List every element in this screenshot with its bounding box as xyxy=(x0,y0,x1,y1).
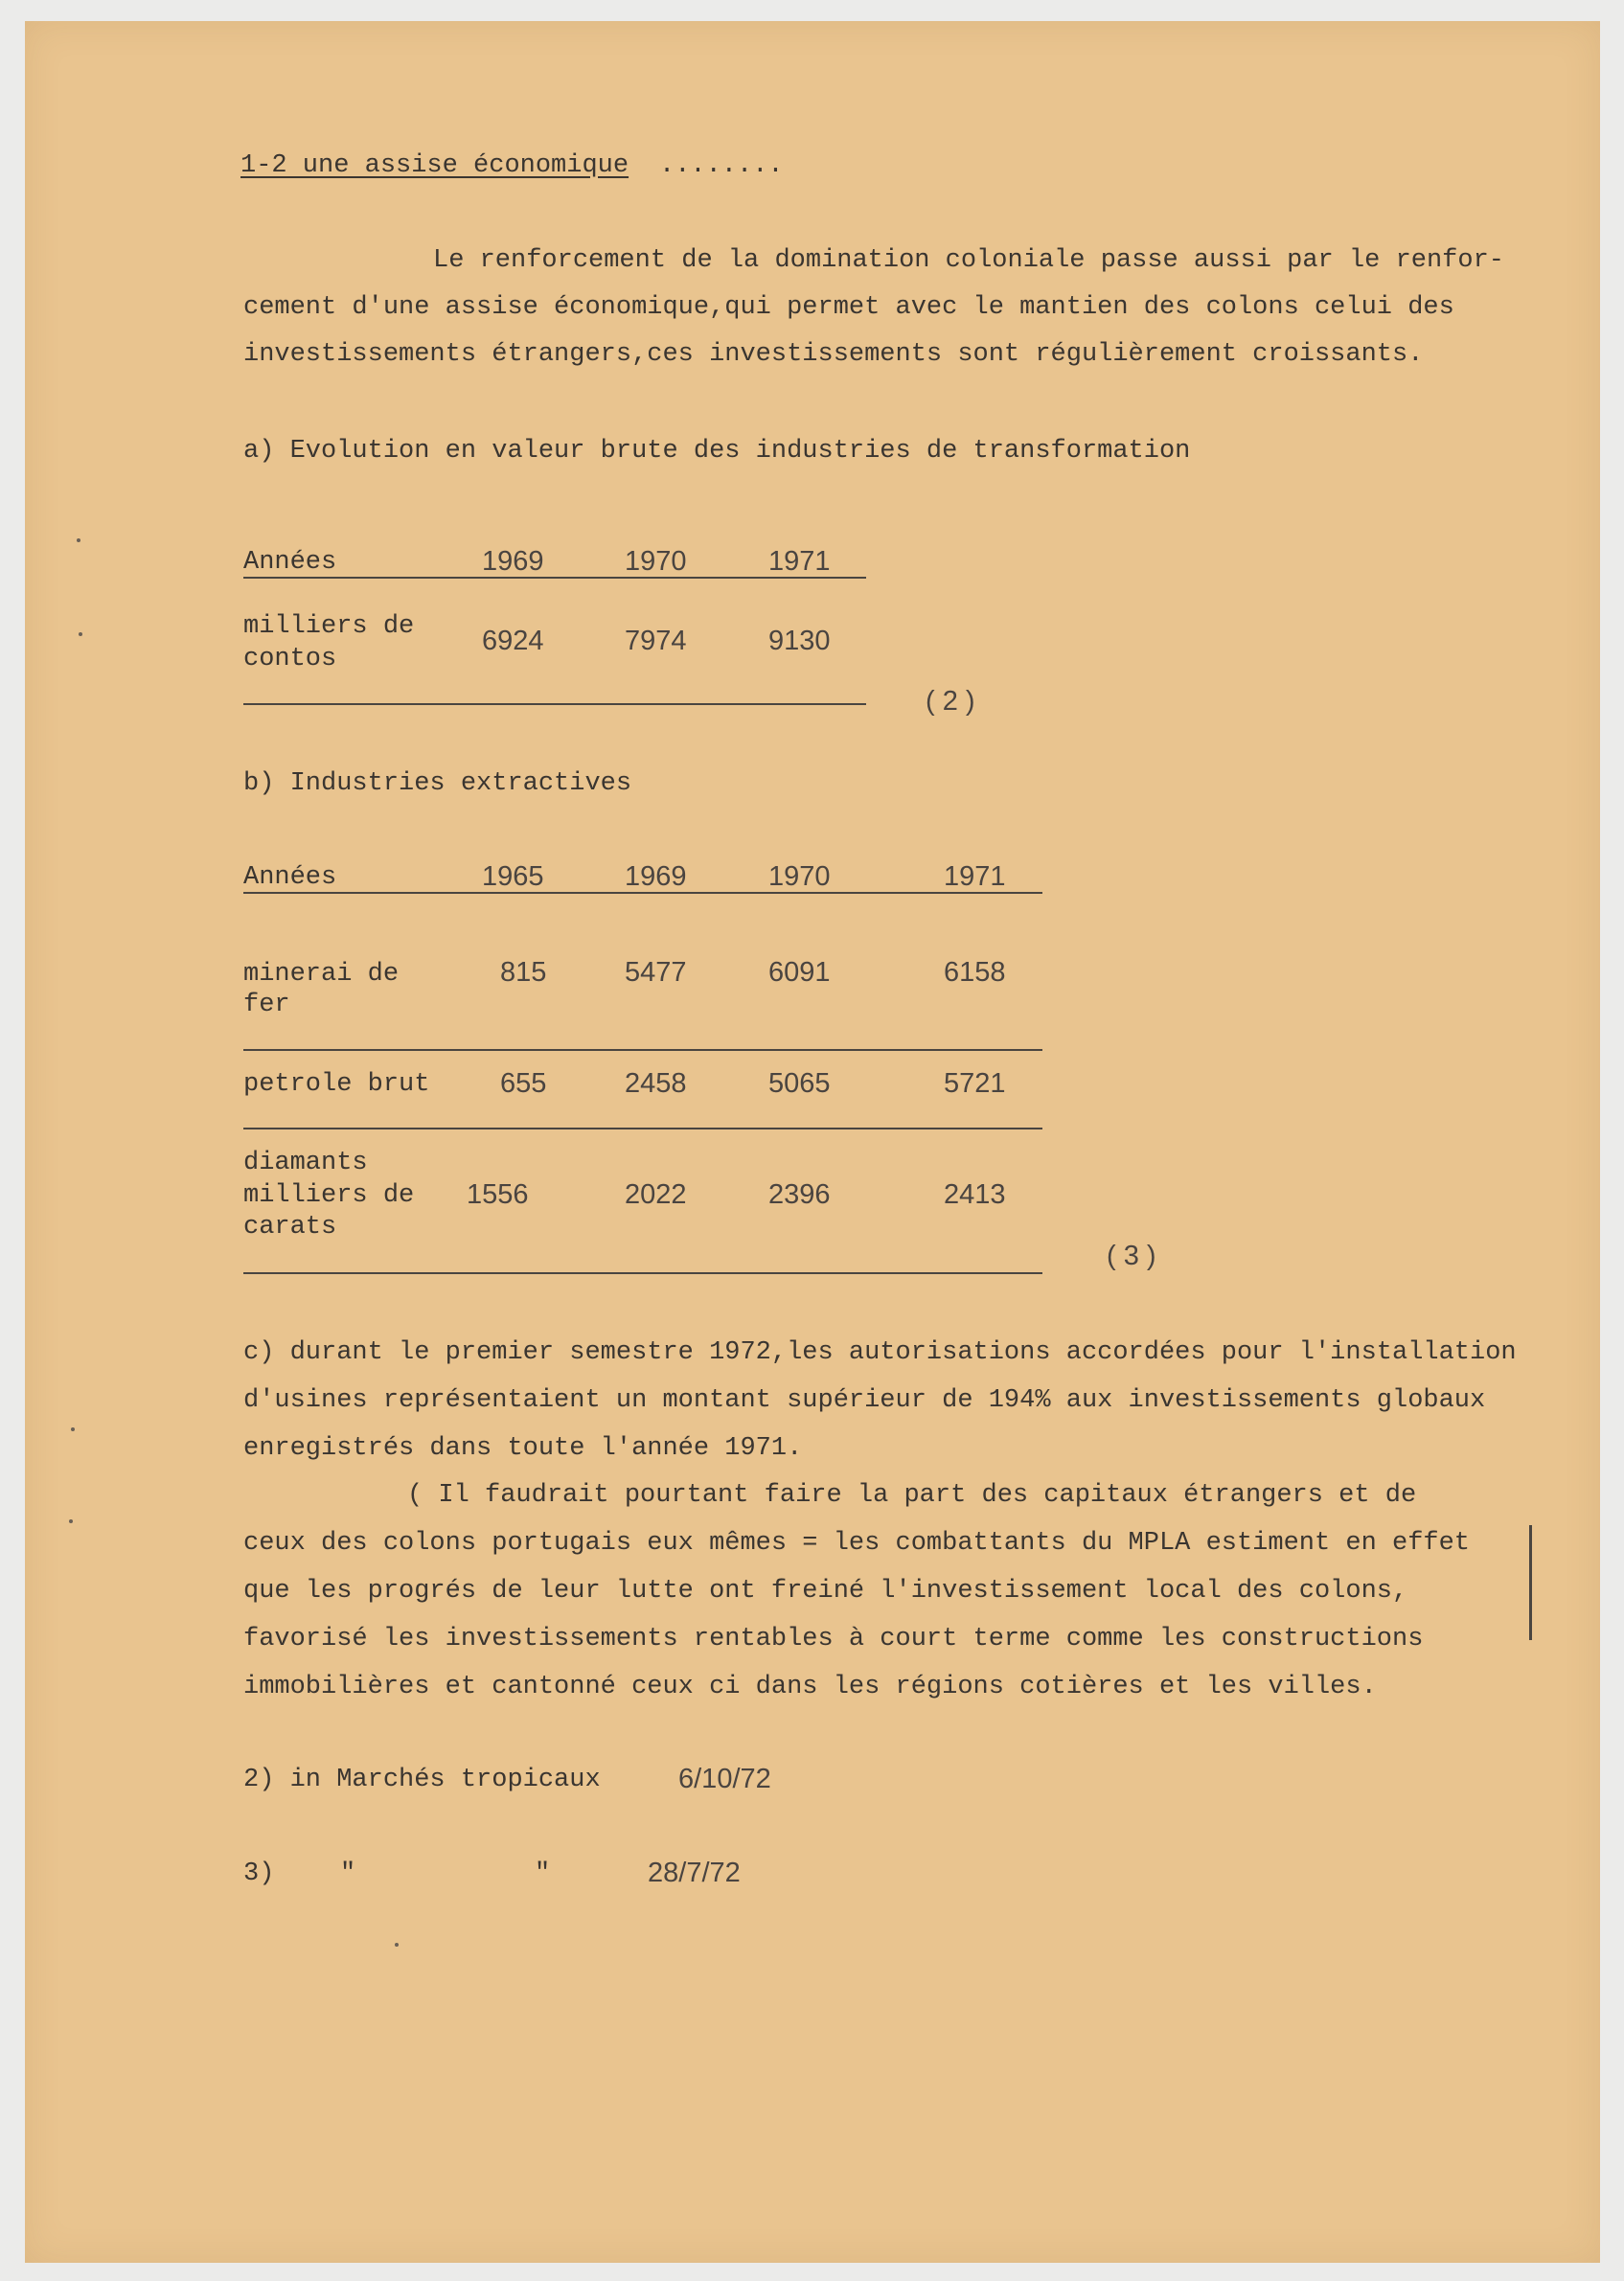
paper-speck xyxy=(77,538,80,542)
table-b-cell: 5477 xyxy=(625,957,687,988)
table-b-cell: 2022 xyxy=(625,1179,687,1210)
table-b-header-rule xyxy=(243,892,1042,894)
table-b-header-year: 1969 xyxy=(625,861,687,892)
section-c-line-7: favorisé les investissements rentables à court terme comme les constructions xyxy=(243,1625,1424,1654)
table-b-header-year: 1970 xyxy=(768,861,831,892)
table-a-row-label: milliers de xyxy=(243,612,415,641)
table-b-cell: 2413 xyxy=(944,1179,1006,1210)
margin-mark xyxy=(1529,1525,1532,1640)
section-c-line-2: d'usines représentaient un montant supérieur de 194% aux investissements globaux xyxy=(243,1386,1486,1415)
table-b-bottom-rule xyxy=(243,1272,1042,1274)
footnote-2-label: 2) in Marchés tropicaux xyxy=(243,1766,601,1794)
table-b-header-year: 1965 xyxy=(482,861,544,892)
intro-line-2: cement d'une assise économique,qui permet avec le mantien des colons celui des xyxy=(243,293,1454,322)
paper-speck xyxy=(395,1943,399,1947)
section-c-line-1: c) durant le premier semestre 1972,les autorisations accordées pour l'installation xyxy=(243,1338,1517,1367)
table-a-header-label: Années xyxy=(243,548,337,577)
table-b-row-rule xyxy=(243,1128,1042,1129)
table-b-cell: 815 xyxy=(500,957,547,988)
heading-dots: ........ xyxy=(659,151,784,180)
paper-speck xyxy=(69,1519,73,1523)
table-b-row-label: diamants xyxy=(243,1149,368,1177)
table-a-cell: 7974 xyxy=(625,626,687,656)
footnote-3-date: 28/7/72 xyxy=(648,1858,741,1888)
table-a-cell: 9130 xyxy=(768,626,831,656)
table-b-source-note: ( 3 ) xyxy=(1107,1241,1156,1271)
intro-line-1: Le renforcement de la domination coloniale passe aussi par le renfor- xyxy=(433,246,1504,275)
footnote-3-ditto: " xyxy=(535,1859,551,1888)
table-b-cell: 6158 xyxy=(944,957,1006,988)
table-a-header-year: 1971 xyxy=(768,546,831,577)
table-a-header-year: 1970 xyxy=(625,546,687,577)
section-a-title: a) Evolution en valeur brute des industries de transformation xyxy=(243,437,1191,466)
table-b-row-rule xyxy=(243,1049,1042,1051)
table-a-source-note: ( 2 ) xyxy=(926,686,975,717)
table-a-row-label: contos xyxy=(243,645,337,673)
table-b-cell: 1556 xyxy=(467,1179,529,1210)
table-a-header-year: 1969 xyxy=(482,546,544,577)
intro-line-3: investissements étrangers,ces investissements sont régulièrement croissants. xyxy=(243,340,1424,369)
footnote-2-date: 6/10/72 xyxy=(678,1764,771,1794)
table-b-row-label: petrole brut xyxy=(243,1070,430,1099)
section-c-line-6: que les progrés de leur lutte ont freiné l'investissement local des colons, xyxy=(243,1577,1408,1606)
table-b-header-year: 1971 xyxy=(944,861,1006,892)
table-b-cell: 2458 xyxy=(625,1068,687,1099)
table-b-row-label: fer xyxy=(243,991,290,1019)
table-a-header-rule xyxy=(243,577,866,579)
table-b-cell: 5065 xyxy=(768,1068,831,1099)
table-b-row-label: minerai de xyxy=(243,960,400,989)
table-b-cell: 5721 xyxy=(944,1068,1006,1099)
table-b-row-label: carats xyxy=(243,1213,337,1242)
section-c-line-3: enregistrés dans toute l'année 1971. xyxy=(243,1434,803,1463)
footnote-3-ditto: " xyxy=(340,1859,356,1888)
table-b-cell: 655 xyxy=(500,1068,547,1099)
footnote-3-label: 3) xyxy=(243,1859,275,1888)
table-b-cell: 2396 xyxy=(768,1179,831,1210)
table-a-cell: 6924 xyxy=(482,626,544,656)
table-b-header-label: Années xyxy=(243,863,337,892)
table-b-row-label: milliers de xyxy=(243,1181,415,1210)
section-c-line-8: immobilières et cantonné ceux ci dans les régions cotières et les villes. xyxy=(243,1673,1377,1701)
paper-speck xyxy=(71,1427,75,1431)
section-b-title: b) Industries extractives xyxy=(243,769,632,798)
table-a-bottom-rule xyxy=(243,703,866,705)
section-heading: 1-2 une assise économique xyxy=(240,151,629,180)
paper-speck xyxy=(79,632,82,636)
section-c-line-5: ceux des colons portugais eux mêmes = les combattants du MPLA estiment en effet xyxy=(243,1529,1471,1558)
section-c-line-4: ( Il faudrait pourtant faire la part des capitaux étrangers et de xyxy=(407,1481,1417,1510)
table-b-cell: 6091 xyxy=(768,957,831,988)
